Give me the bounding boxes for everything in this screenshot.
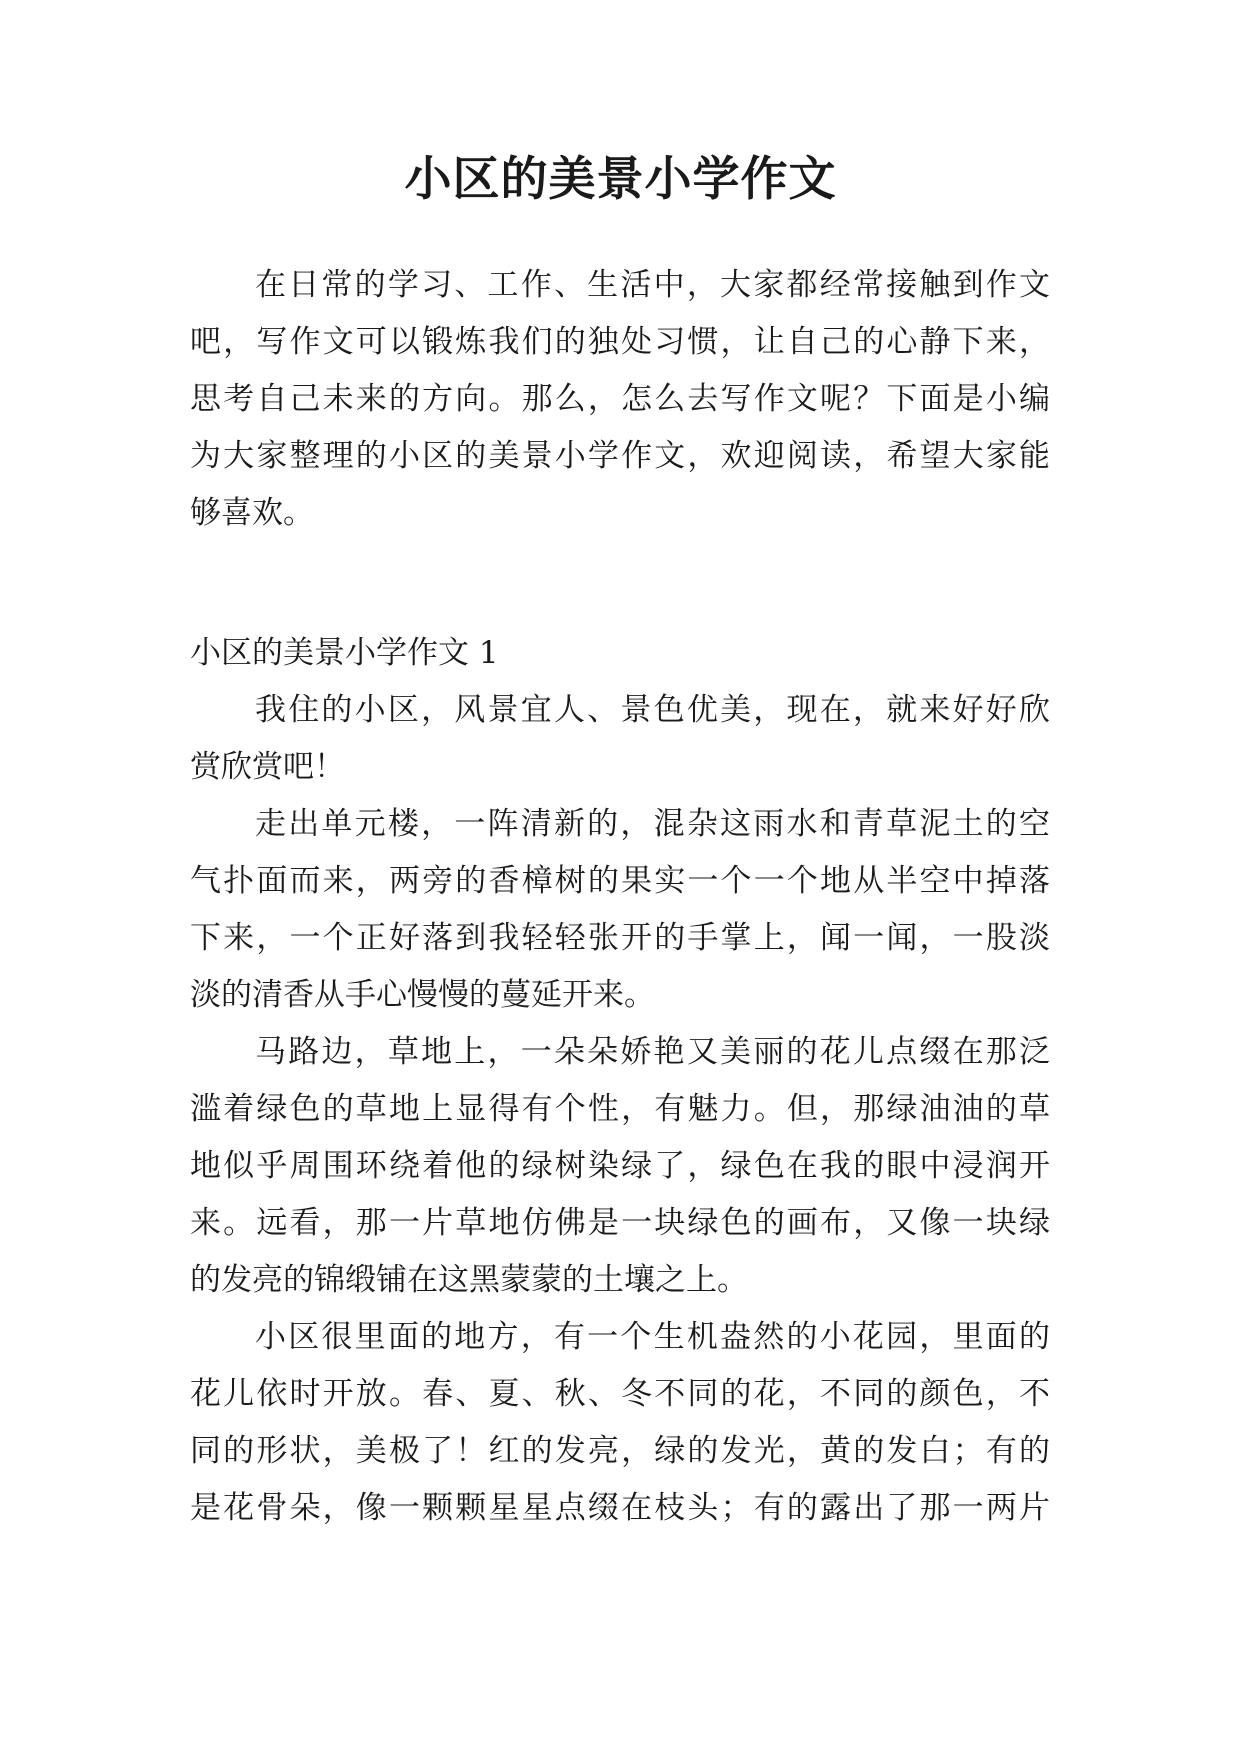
paragraph-line: 同的形状，美极了！红的发亮，绿的发光，黄的发白；有的 [190, 1433, 1050, 1469]
paragraph-line: 来。远看，那一片草地仿佛是一块绿色的画布，又像一块绿 [190, 1205, 1050, 1241]
paragraph-line: 思考自己未来的方向。那么，怎么去写作文呢？下面是小编 [190, 381, 1050, 417]
paragraph-line: 走出单元楼，一阵清新的，混杂这雨水和青草泥土的空 [255, 806, 1050, 842]
document-title: 小区的美景小学作文 [404, 152, 837, 207]
paragraph-line: 气扑面而来，两旁的香樟树的果实一个一个地从半空中掉落 [190, 863, 1050, 899]
paragraph-line: 够喜欢。 [190, 495, 314, 531]
paragraph-line: 小区很里面的地方，有一个生机盎然的小花园，里面的 [255, 1319, 1050, 1355]
paragraph-line: 下来，一个正好落到我轻轻张开的手掌上，闻一闻，一股淡 [190, 920, 1050, 956]
paragraph-line: 为大家整理的小区的美景小学作文，欢迎阅读，希望大家能 [190, 438, 1050, 474]
paragraph-line: 滥着绿色的草地上显得有个性，有魅力。但，那绿油油的草 [190, 1091, 1050, 1127]
paragraph-line: 地似乎周围环绕着他的绿树染绿了，绿色在我的眼中浸润开 [190, 1148, 1050, 1184]
paragraph-line: 赏欣赏吧！ [190, 749, 345, 785]
paragraph-line: 马路边，草地上，一朵朵娇艳又美丽的花儿点缀在那泛 [255, 1034, 1050, 1070]
paragraph-line: 吧，写作文可以锻炼我们的独处习惯，让自己的心静下来， [190, 324, 1050, 360]
paragraph-line: 花儿依时开放。春、夏、秋、冬不同的花，不同的颜色，不 [190, 1376, 1050, 1412]
paragraph-line: 的发亮的锦缎铺在这黑蒙蒙的土壤之上。 [190, 1262, 748, 1298]
section-heading: 小区的美景小学作文 1 [190, 635, 499, 671]
paragraph-line: 是花骨朵，像一颗颗星星点缀在枝头；有的露出了那一两片 [190, 1490, 1050, 1526]
paragraph-line: 我住的小区，风景宜人、景色优美，现在，就来好好欣 [255, 692, 1050, 728]
paragraph-line: 在日常的学习、工作、生活中，大家都经常接触到作文 [255, 267, 1050, 303]
paragraph-line: 淡的清香从手心慢慢的蔓延开来。 [190, 977, 655, 1013]
